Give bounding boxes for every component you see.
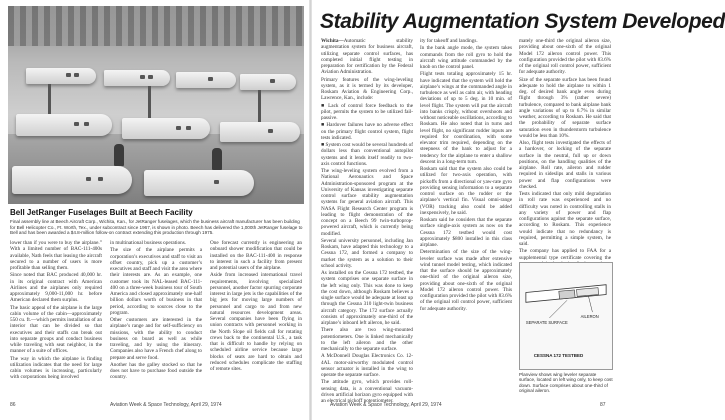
paragraph: The company has applied to FAA for a supplemental type certificate covering the	[519, 248, 611, 261]
jig-stand	[48, 84, 51, 114]
left-page-number: 86	[10, 402, 16, 408]
paragraph: Primary features of the wing-leveling system, as it is termed by its developer, Roskam Aviation & Engineering Corp., Lawrence, Kan., include:	[321, 76, 413, 102]
right-column-3	[519, 38, 611, 261]
jig-stand	[258, 90, 261, 122]
hangar-roof	[8, 6, 304, 46]
fuselage-5	[16, 114, 112, 136]
paragraph: One forecast currently is engineering an onboard shower modification that could be installed on the BAC-111-400 in response to interest in such a facility from present and potential users of the airplane.	[210, 240, 302, 271]
paragraph: The wing-leveling system evolved from a National Aeronautics and Space Administration-sponsored program at the University of Kansas investigating separate control surface stability augmentation systems for general aviation aircraft. This NASA Flight Research Center program is leading to flight demonstration of the concept on a Beech 99 twin-turboprop-powered aircraft, which is currently being modified.	[321, 168, 413, 237]
fuselage-7	[220, 122, 300, 142]
paragraph	[321, 38, 413, 76]
fuselage-2	[104, 70, 170, 86]
paragraph: Tests indicated that only mild degradation in roll rate was experienced and no difficulty was noted in controlling stalls in any variety of power and flap configurations against the separate surface, according to Roskam. This experience would indicate that no redundancy is required, permitting a simple system, he said.	[519, 191, 611, 247]
paragraph: Another has the galley stocked so that he does not have to purchase food outside the country.	[110, 361, 202, 381]
right-page-number: 87	[600, 402, 606, 408]
leader-line	[549, 300, 567, 318]
dateline: Wichita—	[321, 38, 344, 44]
fuselage-9	[144, 170, 254, 196]
fuselage-8	[12, 166, 132, 194]
paragraph: Since noted that BAC produced 40,000 hr. in its original contract with American Airlines and the airplanes only required approximately 9,000-11,000 hr. before American declared them surplus.	[10, 272, 102, 304]
worker-figure	[212, 148, 222, 170]
paragraph-text: Automatic stability augmentation system for business aircraft, utilizing separate control surfaces, has completed initial flight testing in preparation for certification by the Federal Aviation Administration.	[321, 38, 413, 76]
testbed-label: CESSNA 172 TESTBED	[533, 353, 584, 359]
paragraph: lower than if you were to buy the airplane.” With a limited number of BAC-111-400s available, Nath feels that leasing the aircraft secured to a number of users is more profitable than selling them.	[10, 240, 102, 271]
aileron-label: AILERON	[580, 313, 599, 319]
fuselage-6	[122, 118, 210, 139]
fuselage-1	[26, 68, 96, 84]
right-publication-line: Aviation Week & Space Technology, April 29, 1974	[330, 402, 442, 408]
wing-planview-diagram	[519, 262, 613, 370]
paragraph: in multinational business operations.	[110, 240, 187, 246]
paragraph: There also are two wing-mounted potentiometers. One is linked mechanically to the left aileron and the other mechanically to the separate surface.	[321, 327, 413, 352]
aileron-shape	[577, 288, 599, 297]
paragraph: The size of the airplane permits a corporation’s executives and staff to visit an offset country, pick up a customer’s executives and staff and visit the area where their interests are. As an example, one customer took its NAL-leased BAC-111-400 on a three-week business tour of South America and closed approximately one-half billion dollars worth of business in that period, according to sources close to the program.	[110, 247, 202, 316]
paragraph: A McDonnell Douglas Electronics Co. 12-4AL motor-airworthy modulated control sensor actuator is installed in the wing to operate the separate surface.	[321, 353, 413, 378]
paragraph: ■ System cost would be several hundreds of dollars less than conventional autopilot systems and it lends itself readily to two-axis control functions.	[321, 142, 413, 167]
jetranger-fuselage-photo	[8, 6, 304, 204]
paragraph: Also, flight tests investigated the effects of a hardover, or locking of the separate surface in the neutral, full up or down positions, on the handling qualities of the airplane. Roll rate, aileron and rudder required in sideslips and stalls in various power and flap configurations were checked.	[519, 140, 611, 190]
paragraph: As installed on the Cessna 172 testbed, the system comprises one separate surface in the left wing only. This was done to keep the cost down, although Roskam believes a single surface would be adequate at least up through the Cessna 310 light-twin business aircraft category. The 172 surface actually consists of approximately one-third of the airplane’s inboard left aileron, he said.	[321, 270, 413, 326]
article-headline: Stability Augmentation System Developed	[320, 10, 725, 33]
diagram-caption: Planview shows wing leveler separate surface, located on left wing only, to keep cost down. Surface comprises about one-third of original aileron.	[519, 372, 613, 394]
paragraph: Determination of the size of the wing-leveler surface was made after extensive wind tunnel model testing, which indicated that the surface should be approximately one-third of the original aileron size, providing about one-sixth of the original Model 172 aileron control power. This configuration provided the pilot with 83.6% of the original roll control power, sufficient for adequate authority.	[420, 249, 512, 312]
separate-surface-label: SEPARATE SURFACE	[525, 319, 568, 325]
paragraph: ■ Lack of control force feedback to the pilot, permits the system to be utilized fail-passive.	[321, 102, 413, 121]
paragraph: Roskam said that the system also could be utilized for two-axis operation, with pickoffs from a directional or yaw-rate gyro providing sensing information to a separate control surface on the rudder or the airplane’s vertical fin. Visual omni-range (VOR) tracking also could be added inexpensively, he said.	[420, 166, 512, 216]
paragraph: The way in which the airplane is finding utilization indicates that the need for large cabin volumes is increasing, particularly with corporations being involved	[10, 355, 102, 381]
photo-caption-title: Bell JetRanger Fuselages Built at Beech Facility	[10, 208, 193, 217]
separate-surface-shape	[559, 290, 575, 299]
right-column-1	[321, 38, 413, 404]
planview-drawing	[520, 263, 612, 369]
paragraph: ity for takeoff and landings.	[420, 38, 478, 44]
paragraph: ■ Hardover failures have no adverse effect on the primary flight control system, flight tests indicated.	[321, 122, 413, 141]
page-gutter	[309, 0, 312, 420]
left-publication-line: Aviation Week & Space Technology, April 29, 1974	[110, 402, 222, 408]
jig-stand	[148, 86, 151, 118]
worker-figure	[114, 144, 124, 166]
paragraph: The basic appeal of the airplane is the large cabin volume of the cabin—approximately 550 cu. ft.—which permits installation of an interior that can be divided so that executives and their staffs can break out into separate groups and conduct business while traveling with seat neighbor, in the manner of a suite of offices.	[10, 304, 102, 355]
paragraph: Flight tests totaling approximately 15 hr. have indicated that the system will hold the airplane’s wings at the commanded angle in turbulence as well as calm air, with heading deviations of up to 5 deg. in 10 min. of level flight. The system will put the aircraft into banks crisply, without overshoots and without noticeable oscillations, according to Roskam. He also noted that in turns and level flight, no significant rudder inputs are required for coordination, with some elevator trim required, depending on the steepness of the bank to adjust for a tendency for the airplane to enter a shallow descent in a long-term turn.	[420, 71, 512, 165]
right-column-2	[420, 38, 512, 394]
paragraph: Aside from increased international travel requirements, involving specialized personnel, another factor spurring corporate interest in large jets is the capabilities of the big jets for moving large numbers of personnel and cargo to and from new natural resources development areas. Several companies have been flying in union contracts with personnel working in the North Slope oil fields call for rotating crews back to the continental U.S., a task that is difficult to handle by relying on scheduled airline service because large blocks of seats are hard to obtain and reduced schedules complicate the staffing of remote sites.	[210, 272, 302, 372]
paragraph: The attitude gyro, which provides roll-sensing data, is a conventional vacuum-driven artificial horizon gyro equipped with an electrical pickoff potentiometer.	[321, 379, 413, 404]
paragraph: mately one-third the original aileron size, providing about one-sixth of the original Model 172 aileron control power. This configuration provided the pilot with 83.6% of the original roll control power, sufficient for adequate authority.	[519, 38, 611, 76]
paragraph: Several university personnel, including Jan Roskam, have adapted this technology to a Cessna 172, and formed a company to market the system as a solution to their school activity.	[321, 237, 413, 269]
left-column-1	[10, 240, 102, 390]
paragraph: Size of the separate surface has been found adequate to hold the airplane to within 1 deg. of desired bank angle even during flight through 3% (rather severe) turbulence, compared to bank airplane bank angle variations of up to 6.7% in similar weather, according to Roskam. He said that the probability of separate surface saturation even in thunderstorm turbulence would be less than 10%.	[519, 76, 611, 139]
paragraph: Other customers are interested in the airplane’s range and for self-sufficiency on missions, with the ability to conduct business on board as well as while traveling, and by using the itinerary. Companies also have a French chef along to prepare and serve food.	[110, 317, 202, 361]
photo-caption-text: Final assembly line at Beech Aircraft Corp., Wichita, Kan., for JetRanger fuselages, which the business aircraft manufacturer has been building for Bell Helicopter Co., Ft. Worth, Tex., under subcontract since 1967, is shown in photo. Beech has delivered the 1,000th JetRanger fuselage to Bell and has been awarded a $4.8-million follow-on contract extending this production through 1975.	[10, 219, 303, 236]
fuselage-3	[176, 72, 236, 88]
paragraph: In the bank angle mode, the system takes commands from the roll gyro to hold the aircraft wing attitude commanded by the knob on the control panel.	[420, 45, 512, 70]
paragraph: Roskam said he considers that the separate surface single-axis system as now on the Cessna 172 testbed would cost approximately $800 installed in this class airplane.	[420, 217, 512, 248]
left-column-2	[110, 240, 202, 390]
fuselage-4	[240, 74, 296, 90]
left-column-3	[210, 240, 302, 390]
leader-line	[589, 296, 593, 312]
